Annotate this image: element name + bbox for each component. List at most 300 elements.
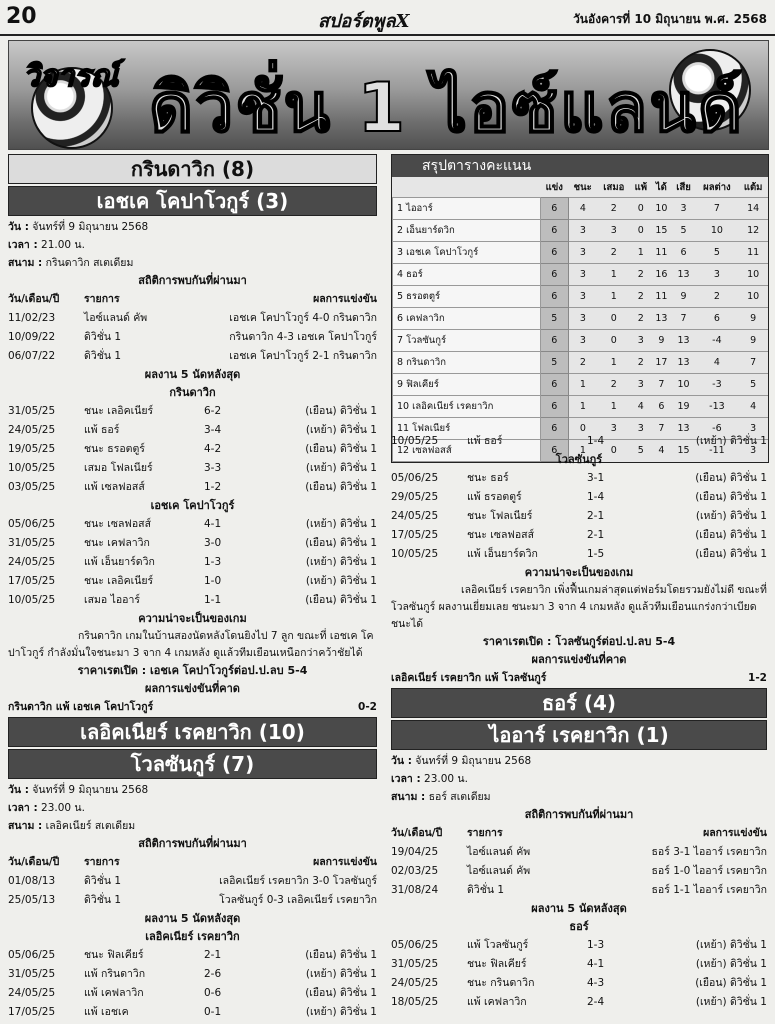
standings-value: 2 <box>568 352 597 374</box>
form-row <box>8 478 377 497</box>
form-venue: (เหย้า) ดิวิชั่น 1 <box>305 968 377 980</box>
form-score: 3-3 <box>204 462 222 474</box>
form-venue: (เหย้า) ดิวิชั่น 1 <box>695 958 767 970</box>
form-date: 10/05/25 <box>8 462 56 474</box>
standings-row <box>393 396 769 418</box>
form-venue: (เยือน) ดิวิชั่น 1 <box>695 491 767 503</box>
standings-value: 6 <box>540 418 568 440</box>
standings-row <box>393 242 769 264</box>
banner-title: ดิวิชั่น 1 ไอซ์แลนด์ <box>149 69 744 148</box>
h2h-result: ธอร์ 1-1 ไออาร์ เรคยาวิก <box>651 884 767 896</box>
standings-team: 5 ธรอตตูร์ <box>393 286 541 308</box>
match-info-line: วัน : จันทร์ที่ 9 มิถุนายน 2568 <box>8 784 149 796</box>
h2h-header-cell: วัน/เดือน/ปี <box>391 827 443 839</box>
match-info-line: วัน : จันทร์ที่ 9 มิถุนายน 2568 <box>391 755 532 767</box>
banner-subtitle: วิจารณ์ <box>23 59 119 94</box>
prediction-line <box>8 698 377 717</box>
standings-value: 3 <box>568 286 597 308</box>
analysis-text: กรินดาวิก เกมในบ้านสองนัดหลังโดนยิงไป 7 ลูก ขณะที่ เอชเค โคปาโวกูร์ กำลังมั่นใจชนะมา 3 จาก 4 เกมหลัง ดูแล้วทีมเยือนเหนือกว่าคว้าชัยได้ <box>8 630 374 659</box>
standings-team: 7 โวลซันกูร์ <box>393 330 541 352</box>
form-venue: (เยือน) ดิวิชั่น 1 <box>305 949 377 961</box>
form-opponent: เสมอ ไออาร์ <box>84 594 140 606</box>
info-label: เวลา : <box>8 802 38 814</box>
form-row <box>391 469 767 488</box>
standings-value: 6 <box>540 330 568 352</box>
form-venue: (เยือน) ดิวิชั่น 1 <box>695 472 767 484</box>
h2h-header <box>8 853 377 872</box>
standings-value: 5 <box>672 220 696 242</box>
form-score: 1-3 <box>204 556 222 568</box>
h2h-date: 25/05/13 <box>8 894 56 906</box>
standings-value: 10 <box>738 264 768 286</box>
standings-value: 3 <box>568 308 597 330</box>
page-number: 20 <box>6 4 37 29</box>
form-venue: (เยือน) ดิวิชั่น 1 <box>305 405 377 417</box>
prediction-score: 0-2 <box>358 701 377 713</box>
h2h-row <box>8 872 377 891</box>
standings-value: 7 <box>672 308 696 330</box>
form-row <box>8 440 377 459</box>
form-date: 18/05/25 <box>391 996 439 1008</box>
form-venue: (เหย้า) ดิวิชั่น 1 <box>695 939 767 951</box>
standings-value: 6 <box>540 440 568 462</box>
form-date: 24/05/25 <box>8 424 56 436</box>
standings-value: 13 <box>672 264 696 286</box>
standings-value: 11 <box>651 286 671 308</box>
standings-value: 10 <box>672 374 696 396</box>
standings-value: 4 <box>738 396 768 418</box>
standings-team: 2 เอ็นยาร์ดวิก <box>393 220 541 242</box>
form-date: 31/05/25 <box>8 405 56 417</box>
form-row <box>391 974 767 993</box>
h2h-result: เอชเค โคปาโวกูร์ 2-1 กรินดาวิก <box>229 350 377 362</box>
form-row <box>391 526 767 545</box>
form-venue: (เยือน) ดิวิชั่น 1 <box>305 481 377 493</box>
h2h-comp: ดิวิชั่น 1 <box>84 875 122 887</box>
form-opponent: เสมอ โฟลเนียร์ <box>84 462 153 474</box>
form-row <box>8 421 377 440</box>
form-opponent: ชนะ กรินดาวิก <box>467 977 535 989</box>
standings-value: 6 <box>540 198 568 220</box>
form-score: 4-2 <box>204 443 222 455</box>
form-score: 0-6 <box>204 987 222 999</box>
form-date: 17/05/25 <box>8 575 56 587</box>
form-score: 2-6 <box>204 968 222 980</box>
form-date: 05/06/25 <box>8 518 56 530</box>
form-score: 2-1 <box>587 510 605 522</box>
form-date: 31/05/25 <box>8 968 56 980</box>
form-date: 03/05/25 <box>8 481 56 493</box>
standings-value: 7 <box>651 418 671 440</box>
standings-value: 0 <box>597 440 630 462</box>
home-team-banner: เลอิคเนียร์ เรคยาวิก (10) <box>8 717 377 747</box>
h2h-title: สถิติการพบกันที่ผ่านมา <box>138 837 247 850</box>
issue-date: วันอังคารที่ 10 มิถุนายน พ.ศ. 2568 <box>573 12 767 26</box>
h2h-date: 10/09/22 <box>8 331 56 343</box>
home-team-banner: ธอร์ (4) <box>391 688 767 718</box>
standings-col-header: ชนะ <box>573 181 592 193</box>
standings-value: 4 <box>630 396 651 418</box>
standings-value: 1 <box>597 264 630 286</box>
standings-value: 2 <box>696 286 739 308</box>
form-row <box>8 402 377 421</box>
right-column <box>391 432 767 1012</box>
form-date: 17/05/25 <box>8 1006 56 1018</box>
form-venue: (เหย้า) ดิวิชั่น 1 <box>305 575 377 587</box>
standings-col-header: ผลต่าง <box>703 181 731 193</box>
form-venue: (เหย้า) ดิวิชั่น 1 <box>305 462 377 474</box>
form-opponent: แพ้ เคฟลาวิก <box>84 987 144 999</box>
form-row <box>391 545 767 564</box>
form-opponent: แพ้ เคฟลาวิก <box>467 996 527 1008</box>
standings-value: 13 <box>672 330 696 352</box>
standings-col-header: เสีย <box>676 181 691 193</box>
away-team-banner: ไออาร์ เรคยาวิก (1) <box>391 720 767 750</box>
info-label: วัน : <box>8 221 29 233</box>
standings-value: 13 <box>672 418 696 440</box>
form-venue: (เหย้า) ดิวิชั่น 1 <box>695 510 767 522</box>
standings-value: 6 <box>540 242 568 264</box>
prediction-text: เลอิคเนียร์ เรคยาวิก แพ้ โวลซันกูร์ <box>391 672 547 684</box>
form-opponent: แพ้ ธอร์ <box>84 424 120 436</box>
form-opponent: แพ้ เอชเค <box>84 1006 129 1018</box>
form-row <box>8 534 377 553</box>
form-score: 4-1 <box>587 958 605 970</box>
h2h-row <box>8 328 377 347</box>
away-team-banner: โวลซันกูร์ (7) <box>8 749 377 779</box>
brand-logo: สปอร์ตพูลX <box>318 11 410 32</box>
form-row <box>391 936 767 955</box>
h2h-header <box>8 290 377 309</box>
form-date: 31/05/25 <box>8 537 56 549</box>
standings-value: 9 <box>738 330 768 352</box>
prediction-score: 1-2 <box>748 672 767 684</box>
standings-table <box>391 154 769 463</box>
match-info-line: เวลา : 21.00 น. <box>8 239 85 251</box>
form-row <box>8 572 377 591</box>
standings-value: 0 <box>630 220 651 242</box>
h2h-header-cell: วัน/เดือน/ปี <box>8 293 60 305</box>
form-venue: (เหย้า) ดิวิชั่น 1 <box>695 435 767 447</box>
standings-value: 13 <box>651 308 671 330</box>
standings-value: 6 <box>540 286 568 308</box>
form-date: 17/05/25 <box>391 529 439 541</box>
form-row <box>391 993 767 1012</box>
form-venue: (เยือน) ดิวิชั่น 1 <box>695 529 767 541</box>
standings-value: 5 <box>630 440 651 462</box>
standings-row <box>393 374 769 396</box>
h2h-title: สถิติการพบกันที่ผ่านมา <box>524 808 634 821</box>
form-date: 05/06/25 <box>391 939 439 951</box>
standings-team: 9 ฟิลเคียร์ <box>393 374 541 396</box>
form-score: 1-5 <box>587 548 605 560</box>
form-date: 24/05/25 <box>391 510 439 522</box>
h2h-result: เลอิคเนียร์ เรคยาวิก 3-0 โวลซันกูร์ <box>219 875 377 887</box>
standings-value: 4 <box>696 352 739 374</box>
standings-value: 3 <box>568 242 597 264</box>
form-venue: (เหย้า) ดิวิชั่น 1 <box>305 1006 377 1018</box>
standings-value: 5 <box>738 374 768 396</box>
standings-value: 6 <box>540 220 568 242</box>
standings-col-header: แข่ง <box>545 181 563 193</box>
standings-value: 6 <box>672 242 696 264</box>
form-opponent: แพ้ เอ็นยาร์ดวิก <box>467 548 538 560</box>
standings-value: 6 <box>540 264 568 286</box>
standings-col-header: เสมอ <box>603 181 625 193</box>
standings-value: 4 <box>651 440 671 462</box>
form-score: 4-1 <box>204 518 222 530</box>
standings-row <box>393 198 769 220</box>
h2h-date: 02/03/25 <box>391 865 439 877</box>
form-score: 1-0 <box>204 575 222 587</box>
info-label: สนาม : <box>8 257 43 269</box>
standings-value: 6 <box>540 396 568 418</box>
odds-line: ราคาเรตเปิด : โวลซันกูร์ต่อป.ป.ลบ 5-4 <box>482 635 676 648</box>
standings-value: 0 <box>597 330 630 352</box>
h2h-result: โวลซันกูร์ 0-3 เลอิคเนียร์ เรคยาวิก <box>219 894 377 906</box>
form-score: 2-1 <box>204 949 222 961</box>
standings-team: 8 กรินดาวิก <box>393 352 541 374</box>
form-venue: (เหย้า) ดิวิชั่น 1 <box>305 556 377 568</box>
standings-col-header: แพ้ <box>634 181 647 193</box>
h2h-row <box>391 881 767 900</box>
standings-value: 15 <box>651 220 671 242</box>
section-banner <box>8 40 769 150</box>
standings-row <box>393 220 769 242</box>
form-score: 1-1 <box>204 594 222 606</box>
standings-value: 7 <box>696 198 739 220</box>
standings-value: 0 <box>597 308 630 330</box>
standings-value: 10 <box>738 286 768 308</box>
form-venue: (เยือน) ดิวิชั่น 1 <box>305 443 377 455</box>
match-info-line: สนาม : เลอิคเนียร์ สเตเดียม <box>8 820 136 832</box>
standings-value: 0 <box>568 418 597 440</box>
standings-value: 1 <box>568 396 597 418</box>
form-score: 1-4 <box>587 435 605 447</box>
standings-value: 10 <box>696 220 739 242</box>
form-score: 6-2 <box>204 405 222 417</box>
standings-row <box>393 286 769 308</box>
standings-value: 5 <box>540 308 568 330</box>
h2h-header-cell: ผลการแข่งขัน <box>703 827 767 839</box>
form-opponent: แพ้ ธอร์ <box>467 435 503 447</box>
standings-value: 6 <box>540 374 568 396</box>
form-opponent: ชนะ โฟลเนียร์ <box>467 510 533 522</box>
form-date: 10/05/25 <box>8 594 56 606</box>
standings-value: 2 <box>630 308 651 330</box>
form-opponent: ชนะ เลอิคเนียร์ <box>84 405 154 417</box>
standings-value: 1 <box>568 374 597 396</box>
h2h-result: ธอร์ 1-0 ไออาร์ เรคยาวิก <box>651 865 767 877</box>
form-venue: (เยือน) ดิวิชั่น 1 <box>695 548 767 560</box>
form-opponent: แพ้ เอ็นยาร์ดวิก <box>84 556 155 568</box>
odds-line: ราคาเรตเปิด : เอชเค โคปาโวกูร์ต่อป.ป.ลบ 5-4 <box>77 664 308 677</box>
h2h-result: ธอร์ 3-1 ไออาร์ เรคยาวิก <box>651 846 767 858</box>
form-score: 3-4 <box>204 424 222 436</box>
match-info-line: วัน : จันทร์ที่ 9 มิถุนายน 2568 <box>8 221 149 233</box>
h2h-comp: ดิวิชั่น 1 <box>467 884 505 896</box>
standings-value: 3 <box>696 264 739 286</box>
standings-value: 5 <box>696 242 739 264</box>
h2h-row <box>8 309 377 328</box>
form-row <box>8 1003 377 1022</box>
form-opponent: แพ้ ธรอตตูร์ <box>467 491 522 503</box>
form-row <box>8 984 377 1003</box>
form-date: 10/05/25 <box>391 435 439 447</box>
home-team-banner: กรินดาวิก (8) <box>8 154 377 184</box>
match-info-line: สนาม : กรินดาวิก สเตเดียม <box>8 257 134 269</box>
form-opponent: ชนะ เคฟลาวิก <box>84 537 150 549</box>
prediction-title: ผลการแข่งขันที่คาด <box>145 682 240 695</box>
h2h-header-cell: วัน/เดือน/ปี <box>8 856 60 868</box>
form-row <box>391 432 767 451</box>
standings-row <box>393 352 769 374</box>
h2h-row <box>8 347 377 366</box>
standings-row <box>393 308 769 330</box>
standings-value: 2 <box>630 264 651 286</box>
form-row <box>8 946 377 965</box>
h2h-header-cell: รายการ <box>84 856 120 868</box>
form-opponent: ชนะ เซลฟอสส์ <box>84 518 151 530</box>
form-opponent: ชนะ เลอิคเนียร์ <box>84 575 154 587</box>
h2h-date: 19/04/25 <box>391 846 439 858</box>
standings-value: 9 <box>738 308 768 330</box>
standings-value: -6 <box>696 418 739 440</box>
standings-value: 1 <box>597 396 630 418</box>
standings-value: 2 <box>597 242 630 264</box>
standings-value: 9 <box>651 330 671 352</box>
h2h-title: สถิติการพบกันที่ผ่านมา <box>138 274 247 287</box>
h2h-comp: ดิวิชั่น 1 <box>84 894 122 906</box>
standings-value: 3 <box>597 220 630 242</box>
form-score: 1-4 <box>587 491 605 503</box>
h2h-date: 11/02/23 <box>8 312 56 324</box>
h2h-comp: ไอซ์แลนด์ คัพ <box>84 312 148 324</box>
h2h-date: 01/08/13 <box>8 875 56 887</box>
form-score: 3-0 <box>204 537 222 549</box>
form-venue: (เยือน) ดิวิชั่น 1 <box>305 594 377 606</box>
standings-col-header: ได้ <box>655 181 667 193</box>
standings-team: 1 ไออาร์ <box>393 198 541 220</box>
h2h-comp: ดิวิชั่น 1 <box>84 331 122 343</box>
form-team-name: กรินดาวิก <box>169 386 216 399</box>
form-opponent: ชนะ เซลฟอสส์ <box>467 529 534 541</box>
form-score: 4-3 <box>587 977 605 989</box>
standings-value: 7 <box>651 374 671 396</box>
standings-value: 2 <box>597 374 630 396</box>
standings-team: 3 เอชเค โคปาโวกูร์ <box>393 242 541 264</box>
form-date: 24/05/25 <box>391 977 439 989</box>
standings-row <box>393 264 769 286</box>
form-opponent: ชนะ ธรอตตูร์ <box>84 443 145 455</box>
form-venue: (เยือน) ดิวิชั่น 1 <box>305 537 377 549</box>
form-score: 3-1 <box>587 472 605 484</box>
standings-value: 1 <box>597 352 630 374</box>
h2h-row <box>391 843 767 862</box>
form-opponent: ชนะ ฟิลเคียร์ <box>467 958 527 970</box>
form-date: 31/05/25 <box>391 958 439 970</box>
standings-value: 3 <box>597 418 630 440</box>
standings-value: 1 <box>597 286 630 308</box>
standings-value: 6 <box>696 308 739 330</box>
form-row <box>8 459 377 478</box>
form-team-name: เลอิคเนียร์ เรคยาวิก <box>145 930 240 943</box>
form-venue: (เหย้า) ดิวิชั่น 1 <box>305 518 377 530</box>
standings-value: 11 <box>738 242 768 264</box>
standings-value: 19 <box>672 396 696 418</box>
form-score: 1-2 <box>204 481 222 493</box>
form-team-name: ธอร์ <box>569 920 589 933</box>
form-date: 24/05/25 <box>8 987 56 999</box>
form-row <box>8 553 377 572</box>
h2h-header-cell: ผลการแข่งขัน <box>313 293 377 305</box>
standings-value: 11 <box>651 242 671 264</box>
form-title: ผลงาน 5 นัดหลังสุด <box>144 368 241 381</box>
info-label: วัน : <box>391 755 412 767</box>
standings-value: 2 <box>630 286 651 308</box>
standings-header <box>393 177 769 198</box>
h2h-comp: ไอซ์แลนด์ คัพ <box>467 846 531 858</box>
left-column <box>8 154 377 1022</box>
standings-row <box>393 330 769 352</box>
analysis-title: ความน่าจะเป็นของเกม <box>524 566 634 579</box>
standings-value: 9 <box>672 286 696 308</box>
form-score: 2-4 <box>587 996 605 1008</box>
standings-team: 11 โฟลเนียร์ <box>393 418 541 440</box>
standings-value: 15 <box>672 440 696 462</box>
standings-value: 3 <box>568 220 597 242</box>
h2h-comp: ดิวิชั่น 1 <box>84 350 122 362</box>
form-venue: (เหย้า) ดิวิชั่น 1 <box>695 996 767 1008</box>
standings-value: 17 <box>651 352 671 374</box>
h2h-result: เอชเค โคปาโวกูร์ 4-0 กรินดาวิก <box>229 312 377 324</box>
match-info-line: เวลา : 23.00 น. <box>8 802 85 814</box>
standings-value: 13 <box>672 352 696 374</box>
standings-value: -3 <box>696 374 739 396</box>
form-venue: (เหย้า) ดิวิชั่น 1 <box>305 424 377 436</box>
form-row <box>8 515 377 534</box>
standings-title: สรุปตารางคะแนน <box>392 155 768 177</box>
form-opponent: แพ้ เซลฟอสส์ <box>84 481 145 493</box>
standings-value: -11 <box>696 440 739 462</box>
h2h-row <box>391 862 767 881</box>
analysis-title: ความน่าจะเป็นของเกม <box>138 612 247 625</box>
away-team-banner: เอชเค โคปาโวกูร์ (3) <box>8 186 377 216</box>
standings-value: 3 <box>568 264 597 286</box>
standings-value: 3 <box>738 440 768 462</box>
match-info-line: สนาม : ธอร์ สเตเดียม <box>391 791 491 803</box>
form-row <box>391 488 767 507</box>
form-date: 05/06/25 <box>391 472 439 484</box>
prediction-title: ผลการแข่งขันที่คาด <box>531 653 627 666</box>
info-label: สนาม : <box>8 820 43 832</box>
form-row <box>8 965 377 984</box>
standings-team-col <box>393 177 541 198</box>
standings-col-header: แต้ม <box>743 181 763 193</box>
standings-team: 12 เซลฟอสส์ <box>393 440 541 462</box>
analysis-text: เลอิคเนียร์ เรคยาวิก เพิ่งฟื้นเกมล่าสุดแต่ฟอร์มโดยรวมยังไม่ดี ขณะที่ โวลซันกูร์ ผลงานเยี่ยมเลย ชนะมา 3 จาก 4 เกมหลัง ดูแล้วทีมเยือนแกร่งกว่าเบียดชนะได้ <box>391 584 767 630</box>
form-opponent: ชนะ ฟิลเคียร์ <box>84 949 144 961</box>
form-score: 0-1 <box>204 1006 222 1018</box>
form-score: 1-3 <box>587 939 605 951</box>
form-date: 29/05/25 <box>391 491 439 503</box>
page-header <box>0 0 775 36</box>
h2h-header-cell: รายการ <box>84 293 120 305</box>
standings-value: 2 <box>630 352 651 374</box>
standings-value: 4 <box>568 198 597 220</box>
standings-value: -13 <box>696 396 739 418</box>
standings-team: 6 เคฟลาวิก <box>393 308 541 330</box>
